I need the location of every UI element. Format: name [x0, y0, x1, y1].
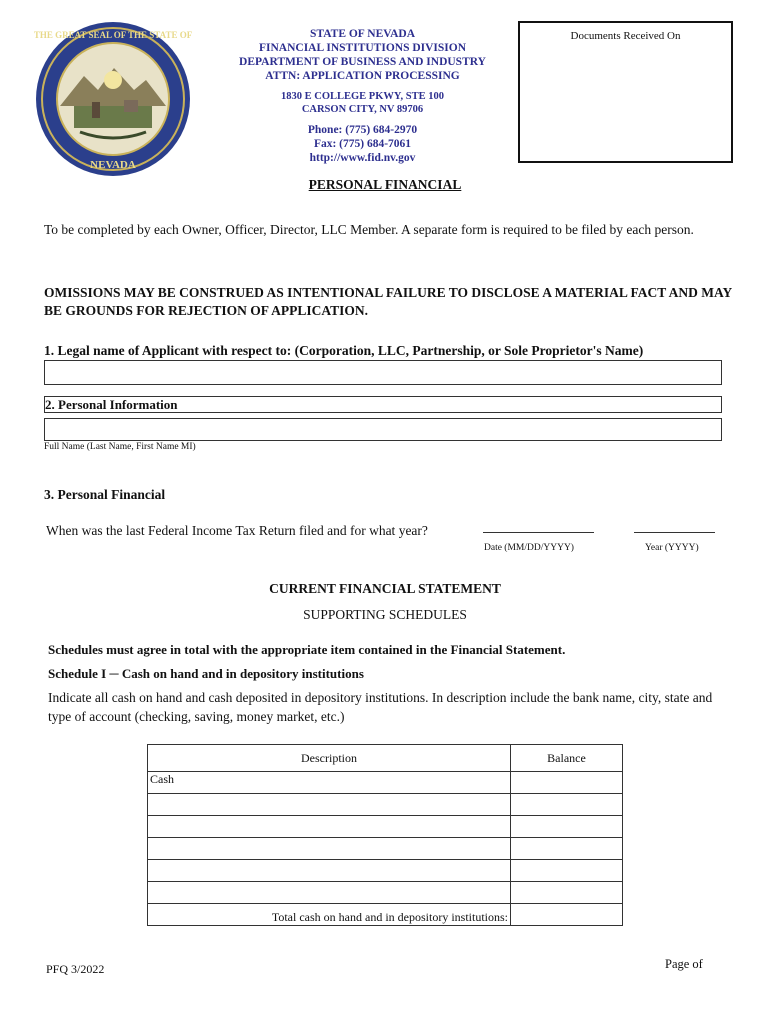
description-header: Description — [148, 745, 511, 772]
tax-year-label: Year (YYYY) — [645, 543, 699, 553]
website-link[interactable]: http://www.fid.nv.gov — [309, 152, 416, 164]
schedule-i-instructions: Indicate all cash on hand and cash deposited in depository institutions. In description include the bank name, city, state and type of account (checking, saving, money market, etc.) — [48, 690, 713, 724]
section1-label: 1. Legal name of Applicant with respect to: (Corporation, LLC, Partnership, or Sole Proprietor's Name) — [44, 343, 644, 358]
description-cell[interactable] — [148, 860, 511, 882]
legal-name-input[interactable] — [44, 360, 722, 385]
address-line: CARSON CITY, NV 89706 — [301, 104, 424, 115]
description-cell[interactable] — [148, 882, 511, 904]
full-name-input[interactable] — [44, 418, 722, 441]
description-cell[interactable]: Cash — [148, 772, 511, 794]
balance-cell[interactable] — [511, 838, 623, 860]
balance-header: Balance — [511, 745, 623, 772]
cash-table — [147, 744, 623, 926]
svg-text:NEVADA: NEVADA — [90, 159, 136, 171]
description-cell[interactable] — [148, 794, 511, 816]
documents-received-label: Documents Received On — [570, 30, 681, 42]
total-balance-cell[interactable] — [511, 904, 623, 926]
svg-text:THE GREAT SEAL OF THE STATE OF: THE GREAT SEAL OF THE STATE OF — [34, 30, 192, 40]
table-row — [148, 816, 623, 838]
balance-cell[interactable] — [511, 882, 623, 904]
statement-title: CURRENT FINANCIAL STATEMENT — [269, 581, 501, 596]
table-row — [148, 838, 623, 860]
omissions-warning: OMISSIONS MAY BE CONSTRUED AS INTENTIONAL FAILURE TO DISCLOSE A MATERIAL FACT AND MAY BE GROUNDS FOR REJECTION OF APPLICATION. — [44, 285, 732, 318]
balance-cell[interactable] — [511, 794, 623, 816]
section2-header — [44, 396, 722, 413]
tax-date-input[interactable] — [483, 532, 594, 533]
section3-label: 3. Personal Financial — [44, 487, 166, 502]
documents-received-box — [518, 21, 733, 163]
form-id: PFQ 3/2022 — [46, 962, 105, 976]
description-cell[interactable] — [148, 838, 511, 860]
balance-cell[interactable] — [511, 772, 623, 794]
statement-subtitle: SUPPORTING SCHEDULES — [303, 607, 467, 622]
intro-text: To be completed by each Owner, Officer, Director, LLC Member. A separate form is required to be filed by each person. — [44, 222, 694, 237]
balance-cell[interactable] — [511, 816, 623, 838]
agency-line: STATE OF NEVADA — [309, 28, 415, 40]
agency-line: DEPARTMENT OF BUSINESS AND INDUSTRY — [239, 56, 486, 68]
phone-line: Phone: (775) 684-2970 — [307, 124, 418, 136]
tax-date-label: Date (MM/DD/YYYY) — [484, 543, 574, 553]
table-row — [148, 882, 623, 904]
fax-line: Fax: (775) 684-7061 — [313, 138, 412, 150]
total-row — [148, 904, 623, 926]
schedules-agree-note: Schedules must agree in total with the appropriate item contained in the Financial Statement. — [48, 642, 566, 657]
section2-label: 2. Personal Information — [45, 397, 178, 412]
nevada-state-seal — [34, 20, 192, 178]
full-name-label: Full Name (Last Name, First Name MI) — [44, 442, 196, 452]
schedule-i-title: Schedule I ─ Cash on hand and in depository institutions — [48, 666, 364, 681]
agency-header — [200, 27, 525, 165]
description-cell[interactable] — [148, 816, 511, 838]
tax-return-question: When was the last Federal Income Tax Return filed and for what year? — [46, 523, 428, 538]
form-title: PERSONAL FINANCIAL — [308, 177, 462, 192]
address-line: 1830 E COLLEGE PKWY, STE 100 — [281, 91, 444, 102]
agency-line: FINANCIAL INSTITUTIONS DIVISION — [258, 42, 467, 54]
table-row — [148, 794, 623, 816]
page-number: Page of — [665, 957, 703, 971]
table-row — [148, 772, 623, 794]
agency-line: ATTN: APPLICATION PROCESSING — [265, 70, 460, 82]
table-row — [148, 860, 623, 882]
tax-year-input[interactable] — [634, 532, 715, 533]
table-header-row — [148, 745, 623, 772]
total-label: Total cash on hand and in depository institutions: — [148, 904, 511, 926]
balance-cell[interactable] — [511, 860, 623, 882]
